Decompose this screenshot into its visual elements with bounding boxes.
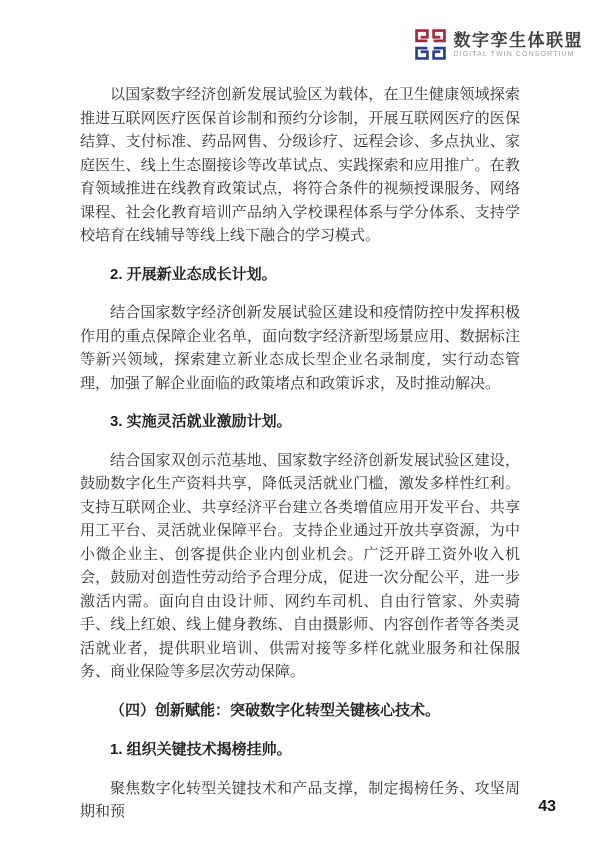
paragraph-key-technology-focus: 聚焦数字化转型关键技术和产品支撑，制定揭榜任务、攻坚周期和预 [80,780,520,820]
logo-quadrant-top-left [416,31,427,41]
paragraph-health-education-pilot: 以国家数字经济创新发展试验区为载体，在卫生健康领域探索推进互联网医疗医保首诊制和预约分诊制，开展互联网医疗的医保结算、支付标准、药品网售、分级诊疗、远程会诊、多点执业、家庭医生、线上生态圈接诊等改革试点、实践探索和应用推广。在教育领域推进在线教育政策试点，将符合条件的视频授课服务、网络课程、社会化教育培训产品纳入学校课程体系与学分体系、支持学校培育在线辅导等线上线下融合的学习模式。 [80,87,520,244]
logo-quadrant-bottom-right [433,48,444,58]
document-body [80,84,520,825]
heading-new-business-growth-plan: 2. 开展新业态成长计划。 [110,265,277,283]
heading-key-technology-challenge: 1. 组织关键技术揭榜挂帅。 [110,741,292,758]
heading-section-four-innovation-enablement: （四）创新赋能：突破数字化转型关键核心技术。 [110,701,441,719]
logo-subtitle: DIGITAL TWIN CONSORTIUM [453,50,575,58]
paragraph-new-business-directory: 结合国家数字经济创新发展试验区建设和疫情防控中发挥积极作用的重点保障企业名单，面向数字经济新型场景应用、数据标注等新兴领域，探索建立新业态成长型企业名录制度，实行动态管理，加强了解企业面临的政策堵点和政策诉求，及时推动解决。 [80,305,520,392]
logo-quadrant-top-right [433,31,444,41]
heading-flexible-employment-plan: 3. 实施灵活就业激励计划。 [110,413,292,430]
digital-twin-consortium-logo-icon [415,29,446,60]
logo-title: 数字孪生体联盟 [453,30,583,50]
logo [415,29,584,60]
paragraph-flexible-employment-detail: 结合国家双创示范基地、国家数字经济创新发展试验区建设，鼓励数字化生产资料共享，降低灵活就业门槛，激发多样性红利。支持互联网企业、共享经济平台建立各类增值应用开发平台、共享用工平台、灵活就业保障平台。支持企业通过开放共享资源，为中小微企业主、创客提供企业内创业机会。广泛开辟工资外收入机会，鼓励对创造性劳动给予合理分成，促进一次分配公平，进一步激活内需。面向自由设计师、网约车司机、自由行管家、外卖骑手、线上红娘、线上健身教练、自由摄影师、内容创作者等各类灵活就业者，提供职业培训、供需对接等多样化就业服务和社保服务、商业保险等多层次劳动保障。 [80,452,520,680]
logo-text [454,31,584,59]
logo-quadrant-bottom-left [416,48,427,58]
page-number: 43 [538,798,556,815]
